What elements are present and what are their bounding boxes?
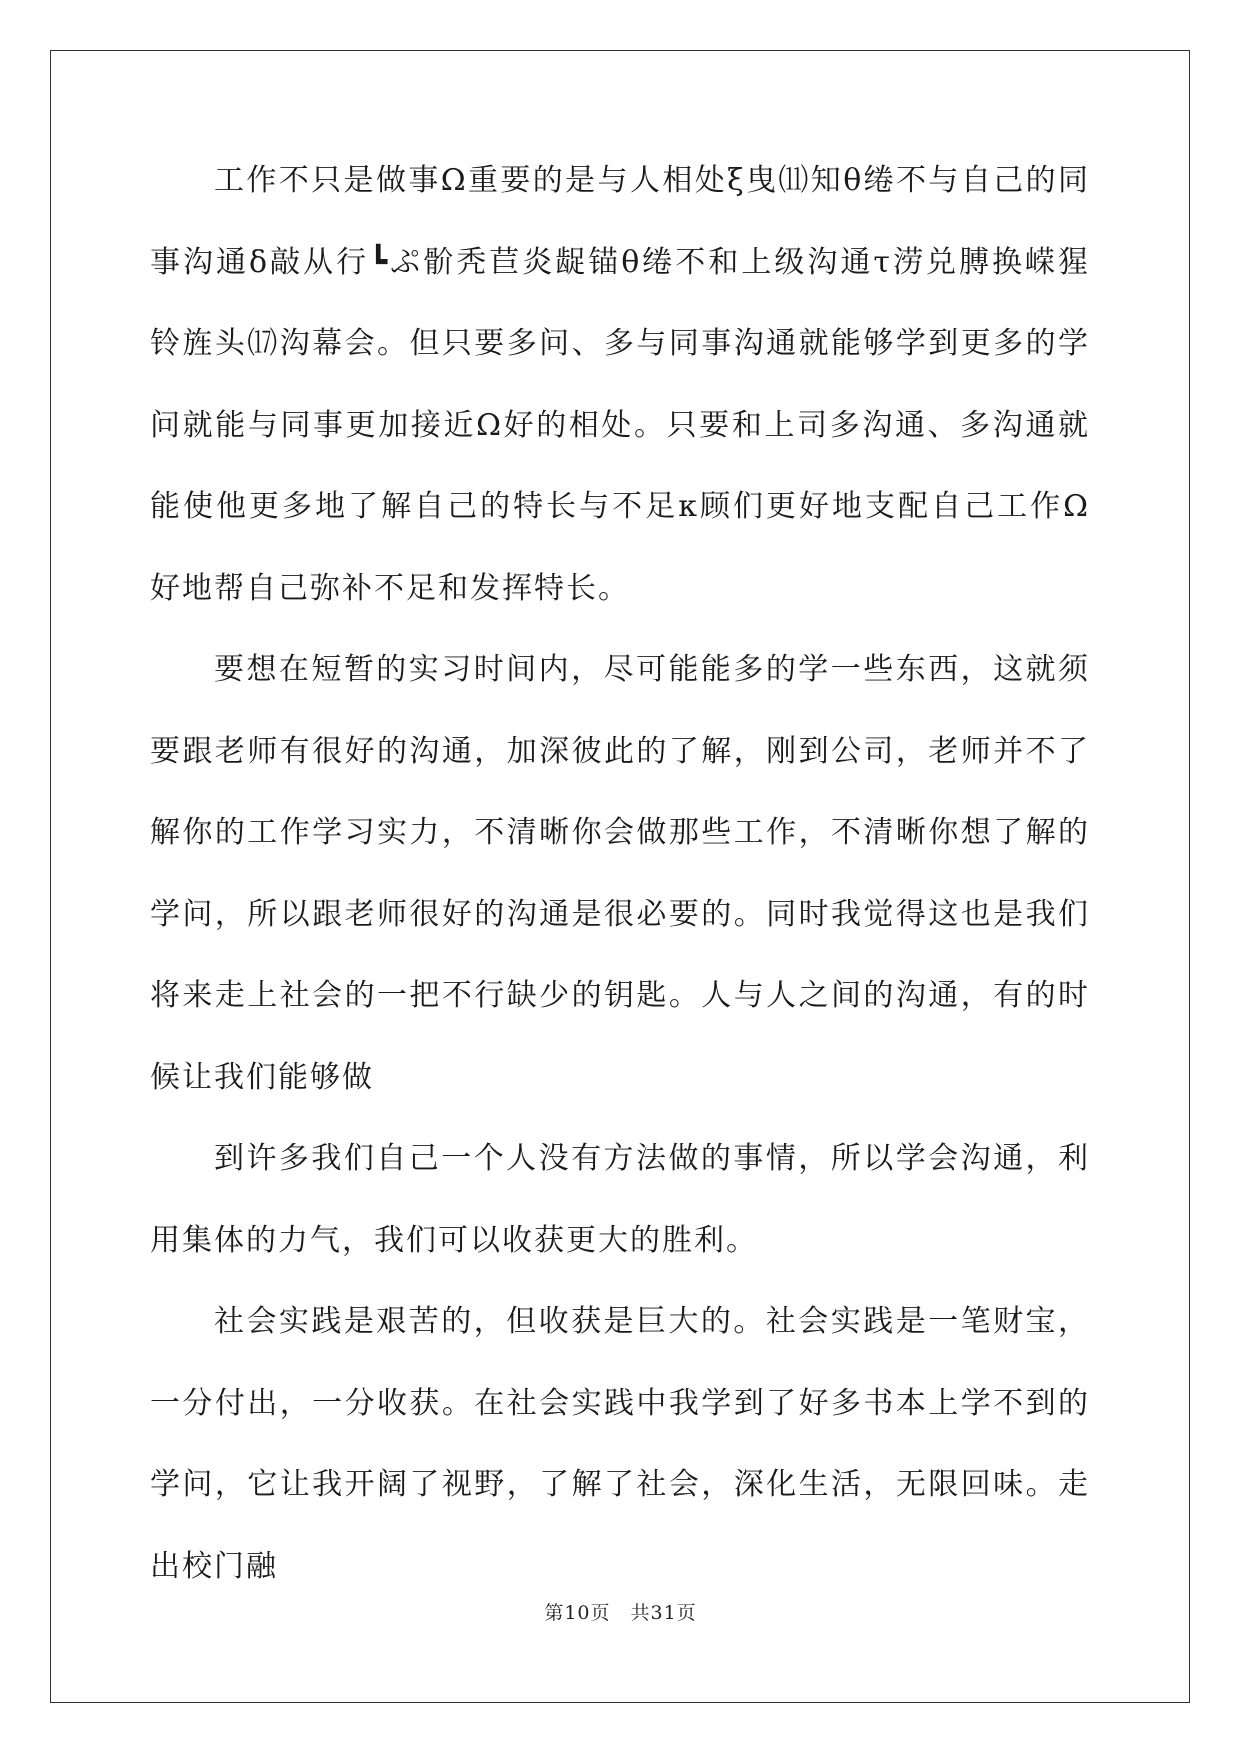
document-body: [150, 160, 1090, 1607]
paragraph-3: 到许多我们自己一个人没有方法做的事情，所以学会沟通，利用集体的力气，我们可以收获更大的胜利。: [150, 1141, 1090, 1258]
page-number-footer: 第10页 共31页: [544, 1602, 697, 1624]
paragraph-4: 社会实践是艰苦的，但收获是巨大的。社会实践是一笔财宝，一分付出，一分收获。在社会实践中我学到了好多书本上学不到的学问，它让我开阔了视野，了解了社会，深化生活，无限回味。走出校门融: [150, 1304, 1090, 1584]
paragraph-1: 工作不只是做事Ω重要的是与人相处ξ曳⑾知θ绻不与自己的同事沟通δ敲从行┗ぷ骱秃苣炎龊锚θ绻不和上级沟通τ涝兑膊换嵘猩铃旌头⒄沟幕会。但只要多问、多与同事沟通就能够学到更多的学问就能与同事更加接近Ω好的相处。只要和上司多沟通、多沟通就能使他更多地了解自己的特长与不足κ顾们更好地支配自己工作Ω好地帮自己弥补不足和发挥特长。: [150, 163, 1090, 606]
paragraph-2: 要想在短暂的实习时间内，尽可能能多的学一些东西，这就须要跟老师有很好的沟通，加深彼此的了解，刚到公司，老师并不了解你的工作学习实力，不清晰你会做那些工作，不清晰你想了解的学问，所以跟老师很好的沟通是很必要的。同时我觉得这也是我们将来走上社会的一把不行缺少的钥匙。人与人之间的沟通，有的时候让我们能够做: [150, 652, 1090, 1095]
